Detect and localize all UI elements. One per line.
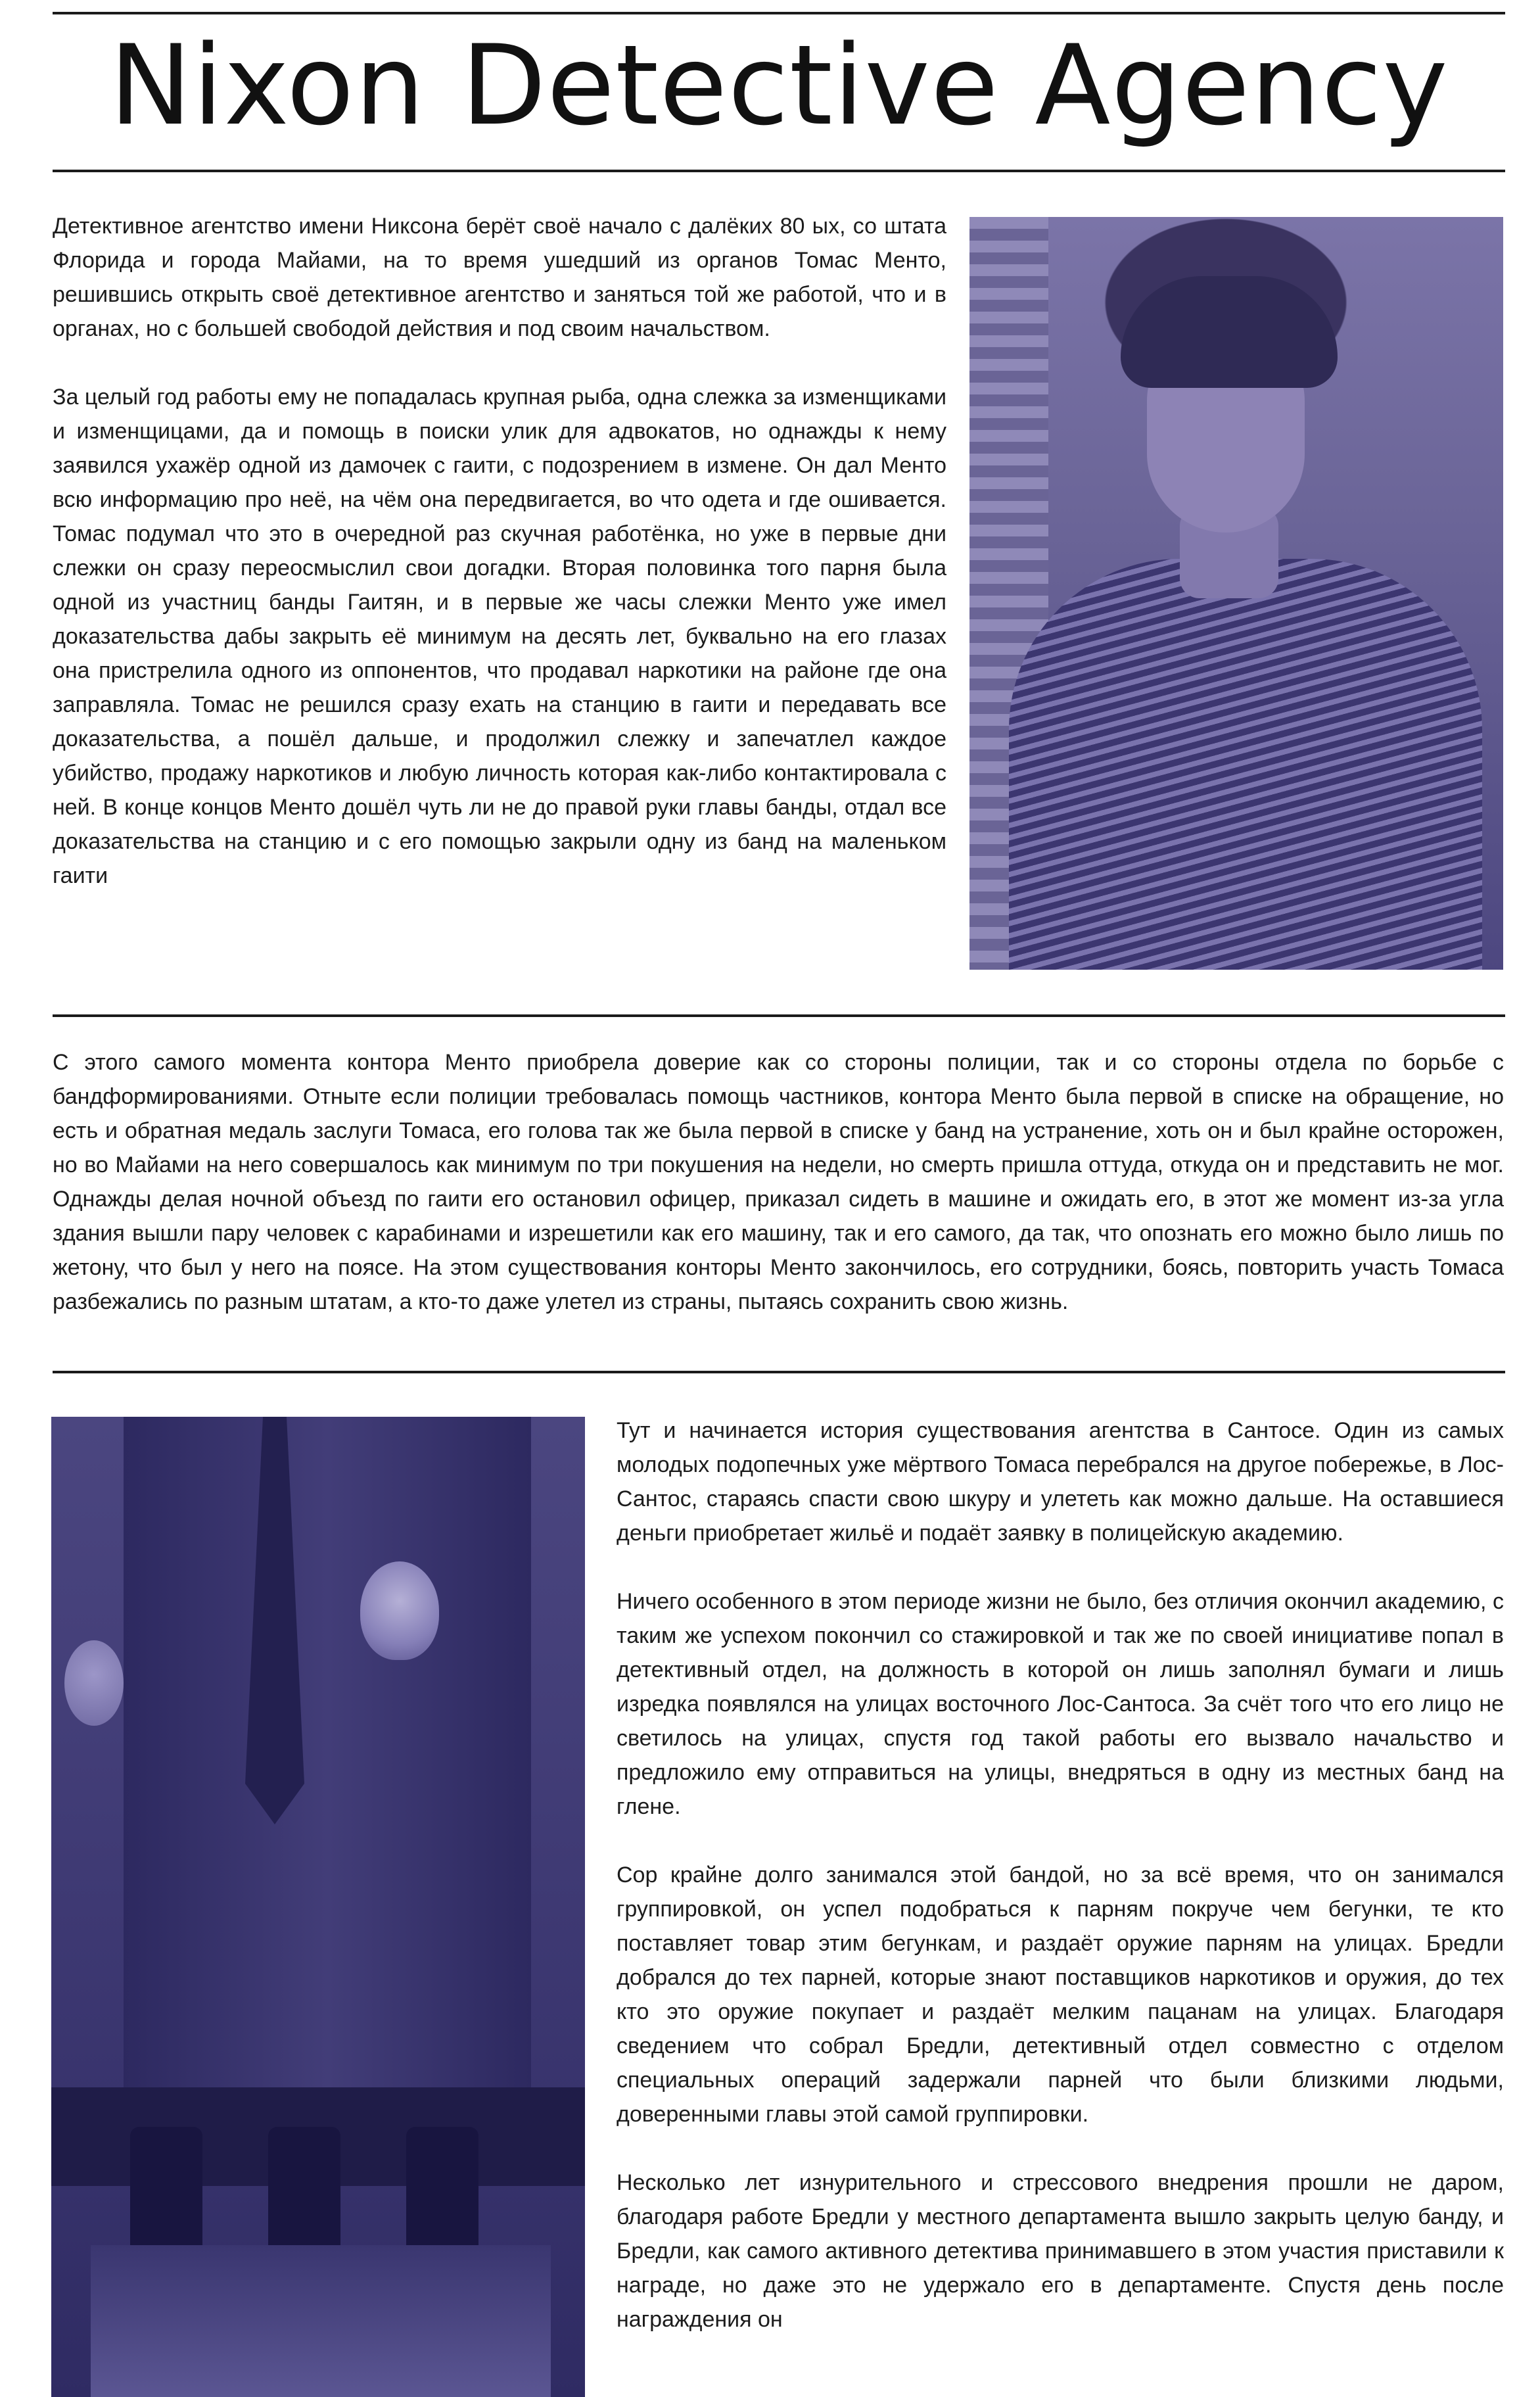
portrait-photo <box>969 217 1503 970</box>
section-1-paragraph-1: Детективное агентство имени Никсона берёт своё начало с далёких 80 ых, со штата Флорида и города Майами, на то время ушедший из органов Томас Менто, решившись открыть своё детективное агентство и заняться той же работой, что и в органах, но с большей свободой действия и под своим начальством. <box>53 214 946 341</box>
photo-hair <box>1121 276 1338 388</box>
photo-belt-pouch <box>406 2127 478 2258</box>
page-title: Nixon Detective Agency <box>109 21 1449 150</box>
section-1-text <box>53 209 946 893</box>
section-3-text <box>617 1413 1504 2337</box>
photo-belt-pouch <box>130 2127 202 2258</box>
photo-lower-body <box>91 2245 551 2397</box>
section-divider-1 <box>53 1014 1505 1017</box>
photo-second-badge <box>64 1640 124 1726</box>
photo-uniform-torso <box>124 1417 531 2140</box>
section-1-paragraph-2: За целый год работы ему не попадалась крупная рыба, одна слежка за изменщиками и изменщицами, да и помощь в поиски улик для адвокатов, но однажды к нему заявился ухажёр одной из дамочек с гаити, с подозрением в измене. Он дал Менто всю информацию про неё, на чём она передвигается, во что одета и где ошивается. Томас подумал что это в очередной раз скучная работёнка, но уже в первые дни слежки он сразу переосмыслил свои догадки. Вторая половинка того парня была одной из участниц банды Гаитян, и в первые же часы слежки Менто уже имел доказательства дабы закрыть её минимум на десять лет, буквально на его глазах она пристрелила одного из оппонентов, что продавал наркотики на районе где она заправляла. Томас не решился сразу ехать на станцию в гаити и передавать все доказательства, а пошёл дальше, и продолжил слежку и запечатлел каждое убийство, продажу наркотиков и любую личность которая как-либо контактировала с ней. В конце концов Менто дошёл чуть ли не до правой руки главы банды, отдал все доказательства на станцию и с его помощью закрыли одну из банд на маленьком гаити <box>53 385 946 888</box>
photo-police-badge <box>360 1561 439 1660</box>
photo-belt-pouch <box>268 2127 340 2258</box>
title-underline <box>53 170 1505 172</box>
section-3-paragraph-1: Тут и начинается история существования агентства в Сантосе. Один из самых молодых подопечных уже мёртвого Томаса перебрался на другое побережье, в Лос-Сантос, стараясь спасти свою шкуру и улететь как можно дальше. На оставшиеся деньги приобретает жильё и подаёт заявку в полицейскую академию. <box>617 1418 1504 1546</box>
top-rule <box>53 12 1505 14</box>
section-divider-2 <box>53 1371 1505 1373</box>
section-3-paragraph-2: Ничего особенного в этом периоде жизни не было, без отличия окончил академию, с таким же успехом покончил со стажировкой и так же по своей инициативе попал в детективный отдел, на должность в которой он лишь заполнял бумаги и лишь изредка появлялся на улицах восточного Лос-Сантоса. За счёт того что его лицо не светилось на улицах, спустя год такой работы его вызвало начальство и предложило ему отправиться на улицы, внедряться в одну из местных банд на глене. <box>617 1589 1504 1819</box>
section-3-paragraph-3: Сор крайне долго занимался этой бандой, но за всё время, что он занимался группировкой, он успел подобраться к парням покруче чем бегунки, те кто поставляет товар этим бегункам, и раздаёт оружие парням на улицах. Бредли добрался до тех парней, которые знают поставщиков наркотиков и оружия, до тех кто это оружие покупает и раздаёт мелким пацанам на улицах. Благодаря сведением что собрал Бредли, детективный отдел совместно с отделом специальных операций задержали парней что были близкими людьми, доверенными главы этой самой группировки. <box>617 1863 1504 2127</box>
section-2-paragraph: С этого самого момента контора Менто приобрела доверие как со стороны полиции, так и со стороны отдела по борьбе с бандформированиями. Отныте если полиции требовалась помощь частников, контора Менто была первой в списке на обращение, но есть и обратная медаль заслуги Томаса, его голова так же была первой в списке у банд на устранение, хоть он и был крайне осторожен, но во Майами на него совершалось как минимум по три покушения на недели, но смерть пришла оттуда, откуда он и представить не мог. Однажды делая ночной объезд по гаити его остановил офицер, приказал сидеть в машине и ожидать его, в этот же момент из-за угла здания вышли пару человек с карабинами и изрешетили как его машину, так и его самого, да так, что опознать его можно было лишь по жетону, что был у него на поясе. На этом существования конторы Менто закончилось, его сотрудники, боясь, повторить участь Томаса разбежались по разным штатам, а кто-то даже улетел из страны, пытаясь сохранить свою жизнь. <box>53 1050 1504 1314</box>
section-3-paragraph-4: Несколько лет изнурительного и стрессового внедрения прошли не даром, благодаря работе Бредли у местного департамента вышло закрыть целую банду, и Бредли, как самого активного детектива принимавшего в этом участия приставили к награде, но даже это не удержало его в департаменте. Спустя день после награждения он <box>617 2170 1504 2332</box>
photo-striped-shirt <box>1009 559 1482 970</box>
section-2-text <box>53 1045 1504 1319</box>
police-officer-photo <box>51 1417 585 2397</box>
